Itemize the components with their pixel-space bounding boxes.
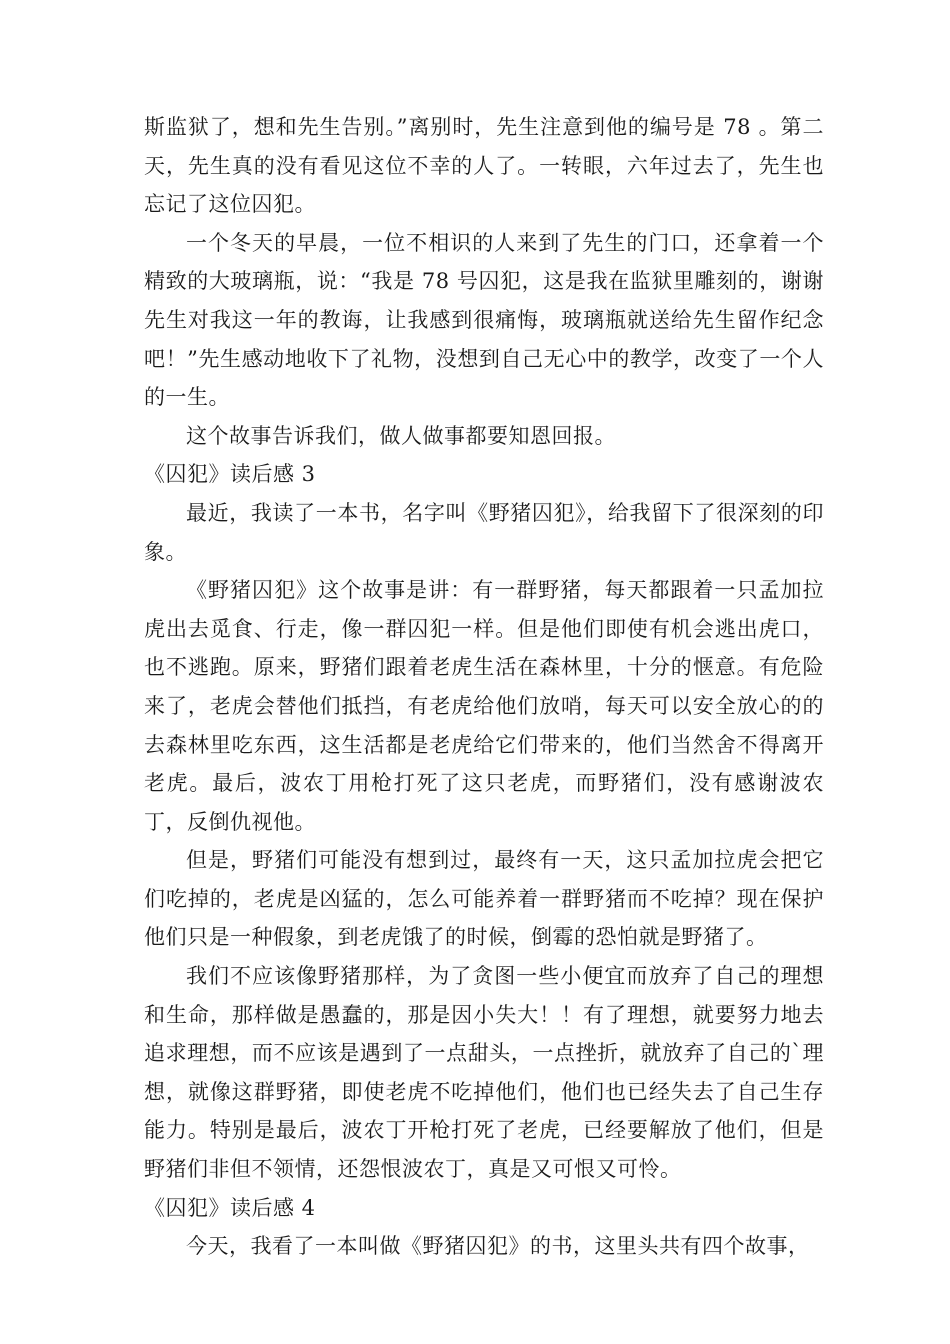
paragraph-7: 我们不应该像野猪那样，为了贪图一些小便宜而放弃了自己的理想和生命，那样做是愚蠢的，那是因小失大！！有了理想，就要努力地去追求理想，而不应该是遇到了一点甜头，一点挫折，就放弃了自己的`理想，就像这群野猪，即使老虎不吃掉他们，他们也已经失去了自己生存能力。特别是最后，波农丁开枪打死了老虎，已经要解放了他们，但是野猪们非但不领情，还怨恨波农丁，真是又可恨又可怜。	[144, 964, 824, 1182]
paragraph-1: 斯监狱了，想和先生告别。”离别时，先生注意到他的编号是 78 。第二天，先生真的没有看见这位不幸的人了。一转眼，六年过去了，先生也忘记了这位囚犯。	[144, 115, 824, 217]
paragraph-3: 这个故事告诉我们，做人做事都要知恩回报。	[186, 423, 616, 448]
paragraph-4: 最近，我读了一本书，名字叫《野猪囚犯》，给我留下了很深刻的印象。	[144, 500, 824, 564]
section-heading-4: 《囚犯》读后感 4	[144, 1195, 316, 1220]
section-heading-3: 《囚犯》读后感 3	[144, 462, 316, 487]
paragraph-2: 一个冬天的早晨，一位不相识的人来到了先生的门口，还拿着一个精致的大玻璃瓶，说：“我是 78 号囚犯，这是我在监狱里雕刻的，谢谢先生对我这一年的教诲，让我感到很痛悔，玻璃瓶就送给先生留作纪念吧！”先生感动地收下了礼物，没想到自己无心中的教学，改变了一个人的一生。	[144, 230, 824, 410]
document-page	[144, 108, 824, 1266]
paragraph-6: 但是，野猪们可能没有想到过，最终有一天，这只孟加拉虎会把它们吃掉的，老虎是凶猛的，怎么可能养着一群野猪而不吃掉？现在保护他们只是一种假象，到老虎饿了的时候，倒霉的恐怕就是野猪了。	[144, 848, 824, 950]
paragraph-8: 今天，我看了一本叫做《野猪囚犯》的书，这里头共有四个故事，	[186, 1234, 810, 1259]
paragraph-5: 《野猪囚犯》这个故事是讲：有一群野猪，每天都跟着一只孟加拉虎出去觅食、行走，像一群囚犯一样。但是他们即使有机会逃出虎口，也不逃跑。原来，野猪们跟着老虎生活在森林里，十分的惬意。有危险来了，老虎会替他们抵挡，有老虎给他们放哨，每天可以安全放心的的去森林里吃东西，这生活都是老虎给它们带来的，他们当然舍不得离开老虎。最后，波农丁用枪打死了这只老虎，而野猪们，没有感谢波农丁，反倒仇视他。	[144, 578, 824, 834]
